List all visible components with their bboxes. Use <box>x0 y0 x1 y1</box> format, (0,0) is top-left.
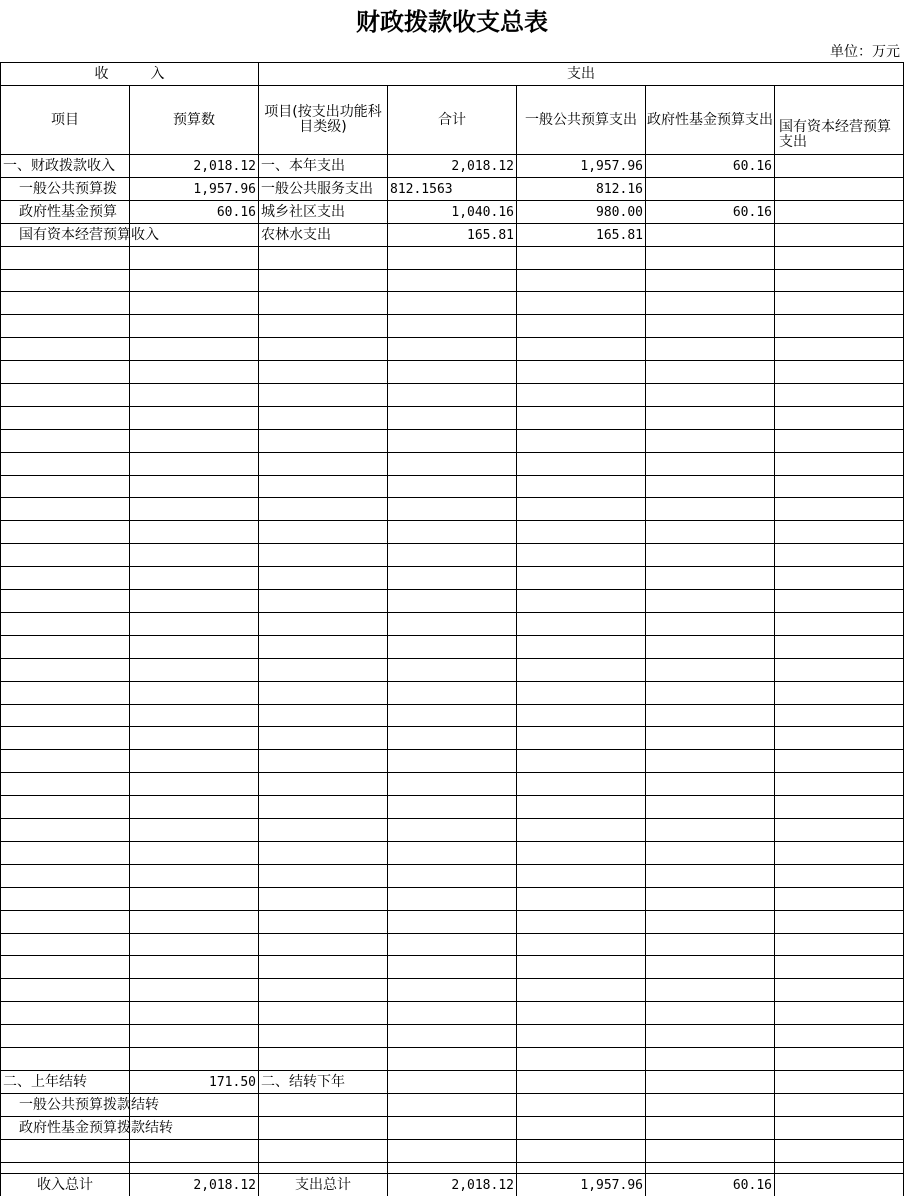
carry-expense-item: 二、结转下年 <box>261 1073 345 1090</box>
income-total-value: 2,018.12 <box>193 1177 256 1193</box>
header-income: 收 入 <box>94 65 165 82</box>
expense-item: 城乡社区支出 <box>261 203 345 220</box>
expense-general: 165.81 <box>596 227 643 243</box>
expense-total: 812.1563 <box>390 181 453 197</box>
carry-income-item: 一般公共预算拨款结转 <box>19 1096 159 1113</box>
expense-total: 2,018.12 <box>451 158 514 174</box>
header-general: 一般公共预算支出 <box>525 111 637 128</box>
expense-state <box>775 155 903 177</box>
header-fund: 政府性基金预算支出 <box>647 111 773 128</box>
header-state: 国有资本经营预算支出 <box>779 119 891 150</box>
budget-value: 2,018.12 <box>193 158 256 174</box>
expense-total: 165.81 <box>467 227 514 243</box>
expense-general: 812.16 <box>596 181 643 197</box>
state-total-value <box>775 1174 903 1196</box>
carry-income-item: 政府性基金预算拨款结转 <box>19 1119 173 1136</box>
fund-total-value: 60.16 <box>732 1177 772 1193</box>
expense-item: 农林水支出 <box>261 226 331 243</box>
expense-general: 980.00 <box>596 204 643 220</box>
header-item: 项目 <box>51 111 79 128</box>
expense-general: 1,957.96 <box>580 158 643 174</box>
expense-state <box>775 201 903 223</box>
budget-value <box>130 224 258 246</box>
budget-value: 60.16 <box>216 204 256 220</box>
income-item: 一般公共预算拨 <box>19 180 117 197</box>
expense-total-label: 支出总计 <box>295 1176 351 1193</box>
expense-state <box>775 178 903 200</box>
expense-item: 一般公共服务支出 <box>261 180 373 197</box>
expense-fund <box>646 178 774 200</box>
expense-total-value: 2,018.12 <box>451 1177 514 1193</box>
expense-item: 一、本年支出 <box>261 157 345 174</box>
unit-label: 单位：万元 <box>830 44 900 60</box>
income-item: 政府性基金预算 <box>19 203 117 220</box>
expense-fund: 60.16 <box>732 158 772 174</box>
income-total-label: 收入总计 <box>37 1176 93 1193</box>
budget-value: 1,957.96 <box>193 181 256 197</box>
carry-income-item: 二、上年结转 <box>3 1073 87 1090</box>
general-total-value: 1,957.96 <box>580 1177 643 1193</box>
expense-fund <box>646 224 774 246</box>
header-exp-item: 项目(按支出功能科目类级) <box>264 104 382 135</box>
income-item: 一、财政拨款收入 <box>3 157 115 174</box>
income-item: 国有资本经营预算收入 <box>19 226 159 243</box>
header-total: 合计 <box>438 111 466 128</box>
page-title: 财政拨款收支总表 <box>356 7 548 36</box>
expense-total: 1,040.16 <box>451 204 514 220</box>
carry-budget-value: 171.50 <box>209 1074 256 1090</box>
header-budget: 预算数 <box>173 111 215 128</box>
header-expense: 支出 <box>567 65 595 82</box>
expense-state <box>775 224 903 246</box>
expense-fund: 60.16 <box>732 204 772 220</box>
